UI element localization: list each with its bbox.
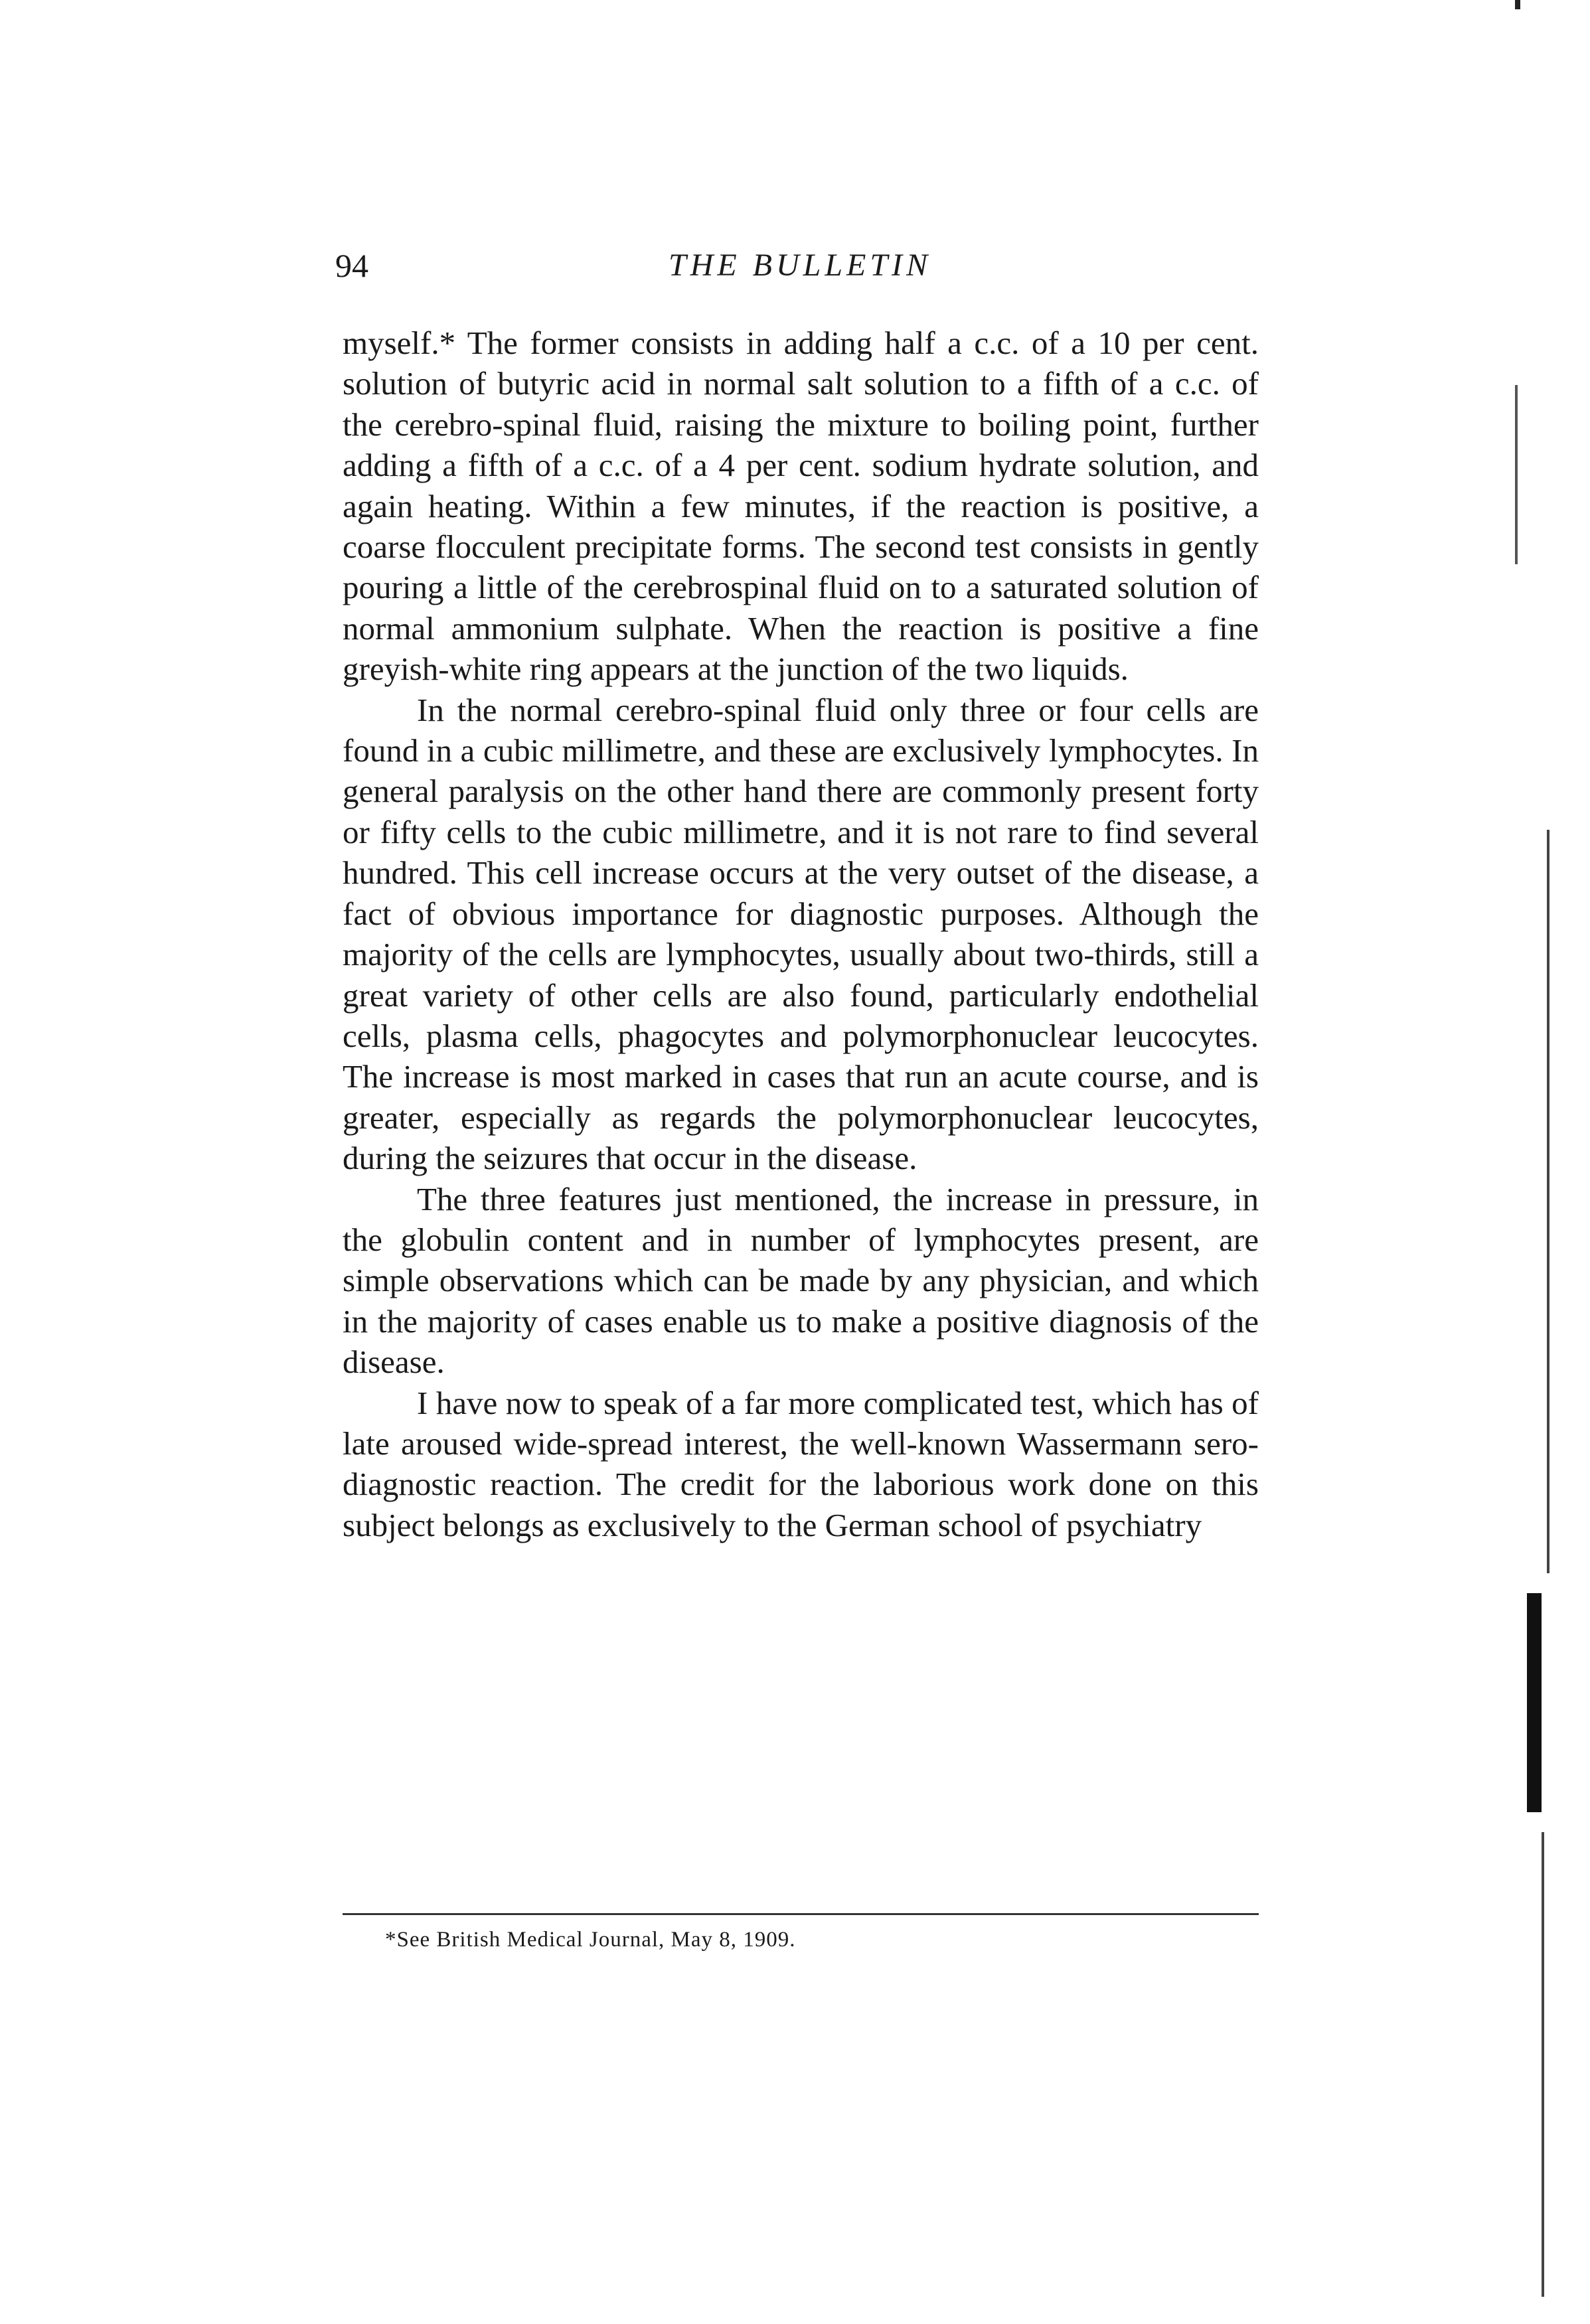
scan-edge-mark	[1515, 0, 1520, 9]
footnote-divider	[343, 1913, 1259, 1915]
page-number: 94	[335, 247, 368, 284]
paragraph-2: In the normal cerebro-spinal fluid only three or four cells are found in a cubic millimetre, and these are exclusively lymphocytes. In general paralysis on the other hand there are commonly present forty or fifty cells to the cubic millimetre, and it is not rare to find several hundred. This cell increase occurs at the very outset of the disease, a fact of obvious importance for diagnostic purposes. Although the majority of the cells are lymphocytes, usually about two-thirds, still a great variety of other cells are also found, particularly endothelial cells, plasma cells, phagocytes and polymorphonuclear leucocytes. The increase is most marked in cases that run an acute course, and is greater, especially as regards the polymorphonuclear leucocytes, during the seizures that occur in the disease.	[343, 691, 1259, 1177]
paragraph-4: I have now to speak of a far more complicated test, which has of late aroused wide-spread interest, the well-known Wassermann sero-diagnostic reaction. The credit for the laborious work done on this subject belongs as exclusively to the German school of psychiatry	[343, 1384, 1259, 1543]
scan-edge-mark	[1527, 1593, 1542, 1812]
scan-edge-mark	[1542, 1832, 1544, 2297]
scan-edge-mark	[1515, 385, 1518, 564]
page-header	[335, 239, 1265, 292]
scan-edge-mark	[1547, 830, 1550, 1573]
paragraph-1: myself.* The former consists in adding half a c.c. of a 10 per cent. solution of butyric acid in normal salt solution to a fifth of a c.c. of the cerebro-spinal fluid, raising the mixture to boiling point, further adding a fifth of a c.c. of a 4 per cent. sodium hydrate solution, and again heating. Within a few minutes, if the reaction is positive, a coarse flocculent precipitate forms. The second test consists in gently pouring a little of the cerebrospinal fluid on to a saturated solution of normal ammonium sulphate. When the reaction is positive a fine greyish-white ring appears at the junction of the two liquids.	[343, 325, 1259, 688]
paragraph-3: The three features just mentioned, the increase in pressure, in the globulin content and in number of lymphocytes present, are simple observations which can be made by any physician, and which in the majority of cases enable us to make a positive diagnosis of the disease.	[343, 1180, 1259, 1381]
running-title: THE BULLETIN	[668, 248, 932, 283]
body-text	[343, 323, 1259, 1545]
footnote: *See British Medical Journal, May 8, 1909.	[385, 1928, 796, 1952]
